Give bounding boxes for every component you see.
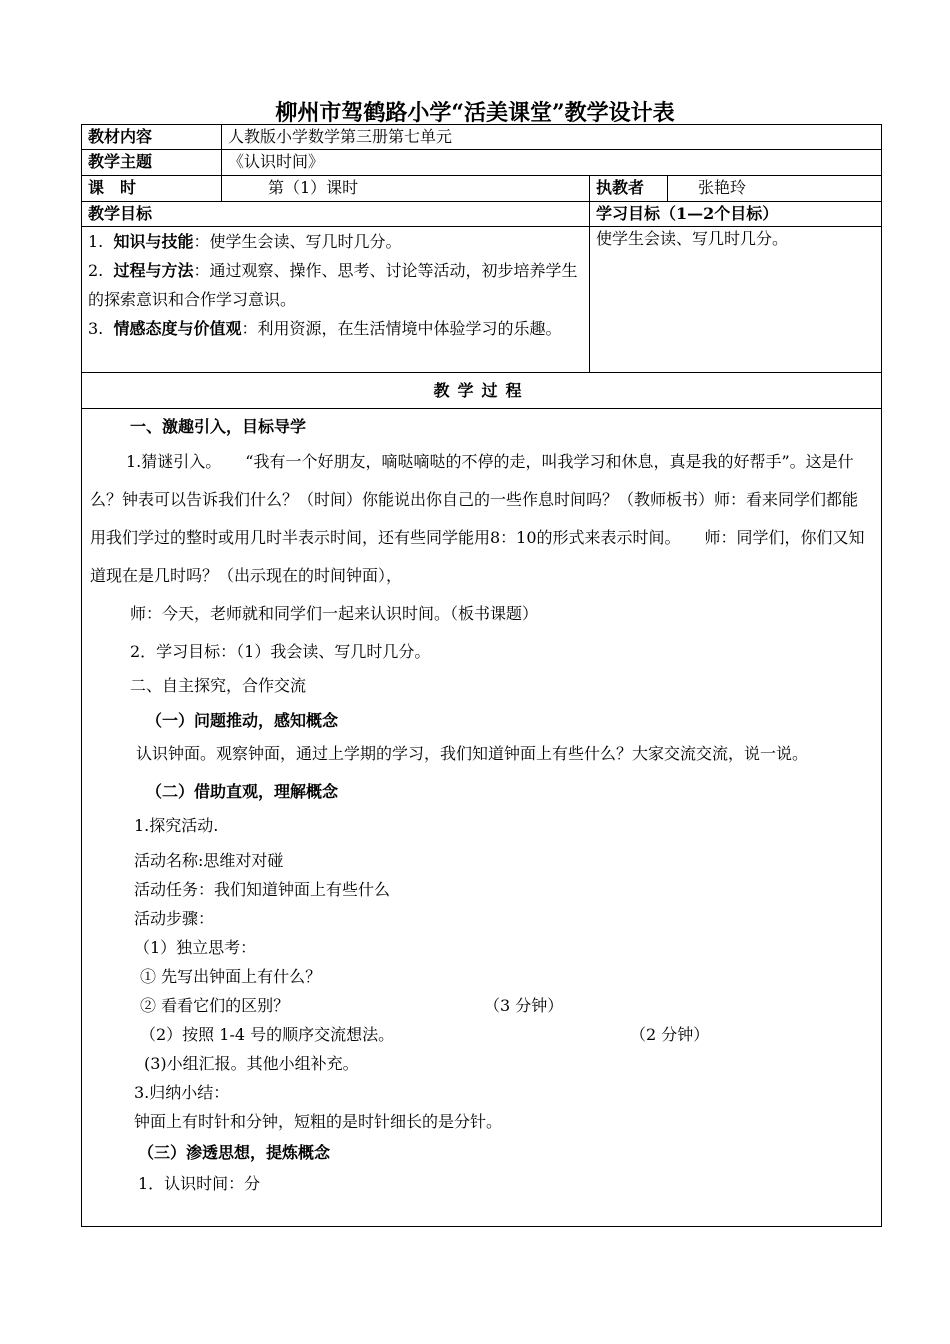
theme-value: 《认识时间》 [222, 150, 882, 176]
goal-bold: 情感态度与价值观 [113, 319, 242, 338]
section-1-heading: 一、激趣引入，目标导学 [130, 417, 307, 436]
goal-bold: 知识与技能 [113, 232, 194, 251]
process-header: 教学过程 [82, 373, 882, 409]
subsection-3-heading: （三）渗透思想，提炼概念 [138, 1143, 331, 1162]
period-label: 课 时 [82, 176, 222, 202]
section-2-heading: 二、自主探究，合作交流 [130, 676, 307, 695]
teaching-goals [82, 227, 590, 373]
activity-steps: 活动步骤： [134, 909, 215, 928]
step-2: （2）按照 1-4 号的顺序交流想法。 （2 分钟） [90, 1020, 873, 1049]
learning-goal-value: 使学生会读、写几时几分。 [590, 227, 882, 373]
material-label: 教材内容 [82, 125, 222, 150]
activity-task: 活动任务：我们知道钟面上有些什么 [134, 880, 391, 899]
section-1-paragraph-2: 师：今天，老师就和同学们一起来认识时间。（板书课题） [130, 604, 539, 623]
step-1b: ② 看看它们的区别？ （3 分钟） [90, 991, 873, 1020]
subsection-2-heading: （二）借助直观，理解概念 [146, 782, 339, 801]
activity-name: 活动名称:思维对对碰 [134, 851, 284, 870]
learning-goal-label: 学习目标（1—2个目标） [590, 202, 882, 227]
goal-bold: 过程与方法 [113, 261, 194, 280]
lesson-design-table [81, 124, 882, 1227]
section-1-goal: 2．学习目标：（1）我会读、写几时几分。 [130, 642, 431, 661]
goal-item: 2. 过程与方法：通过观察、操作、思考、讨论等活动，初步培养学生的探索意识和合作学习意识。 [88, 261, 578, 309]
page-title: 柳州市驾鹤路小学“活美课堂”教学设计表 [275, 100, 675, 126]
step-1: （1）独立思考： [134, 938, 257, 957]
material-value: 人教版小学数学第三册第七单元 [222, 125, 882, 150]
step-1a: ① 先写出钟面上有什么？ [140, 967, 322, 986]
summary-text: 钟面上有时针和分钟，短粗的是时针细长的是分针。 [134, 1112, 503, 1131]
process-body [82, 409, 882, 1227]
step-2-time: （2 分钟） [630, 1025, 710, 1044]
step-3: (3)小组汇报。其他小组补充。 [144, 1054, 359, 1073]
section-1-paragraph: 1.猜谜引入。 “我有一个好朋友，嘀哒嘀哒的不停的走，叫我学习和休息，真是我的好帮手”。这是什么？钟表可以告诉我们什么？（时间）你能说出你自己的一些作息时间吗？（教师板书）师：看来同学们都能用我们学过的整时或用几时半表示时间，还有些同学能用8：10的形式来表示时间。 师：同学们，你们又知道现在是几时吗？（出示现在的时间钟面）， [90, 452, 865, 585]
subsection-1-text: 认识钟面。观察钟面，通过上学期的学习，我们知道钟面上有些什么？大家交流交流，说一说。 [136, 744, 809, 763]
goal-item: 3. 情感态度与价值观：利用资源，在生活情境中体验学习的乐趣。 [88, 319, 562, 338]
theme-label: 教学主题 [82, 150, 222, 176]
summary-title: 3.归纳小结： [134, 1083, 230, 1102]
step-1b-time: （3 分钟） [484, 996, 564, 1015]
goal-item: 1. 知识与技能：使学生会读、写几时几分。 [88, 232, 402, 251]
activity-title: 1.探究活动. [134, 816, 219, 835]
teacher-label: 执教者 [590, 176, 668, 202]
subsection-3-item: 1．认识时间：分 [138, 1174, 261, 1193]
teacher-value: 张艳玲 [668, 176, 882, 202]
subsection-1-heading: （一）问题推动，感知概念 [146, 711, 339, 730]
period-value: 第（1）课时 [222, 176, 590, 202]
teaching-goal-label: 教学目标 [82, 202, 590, 227]
